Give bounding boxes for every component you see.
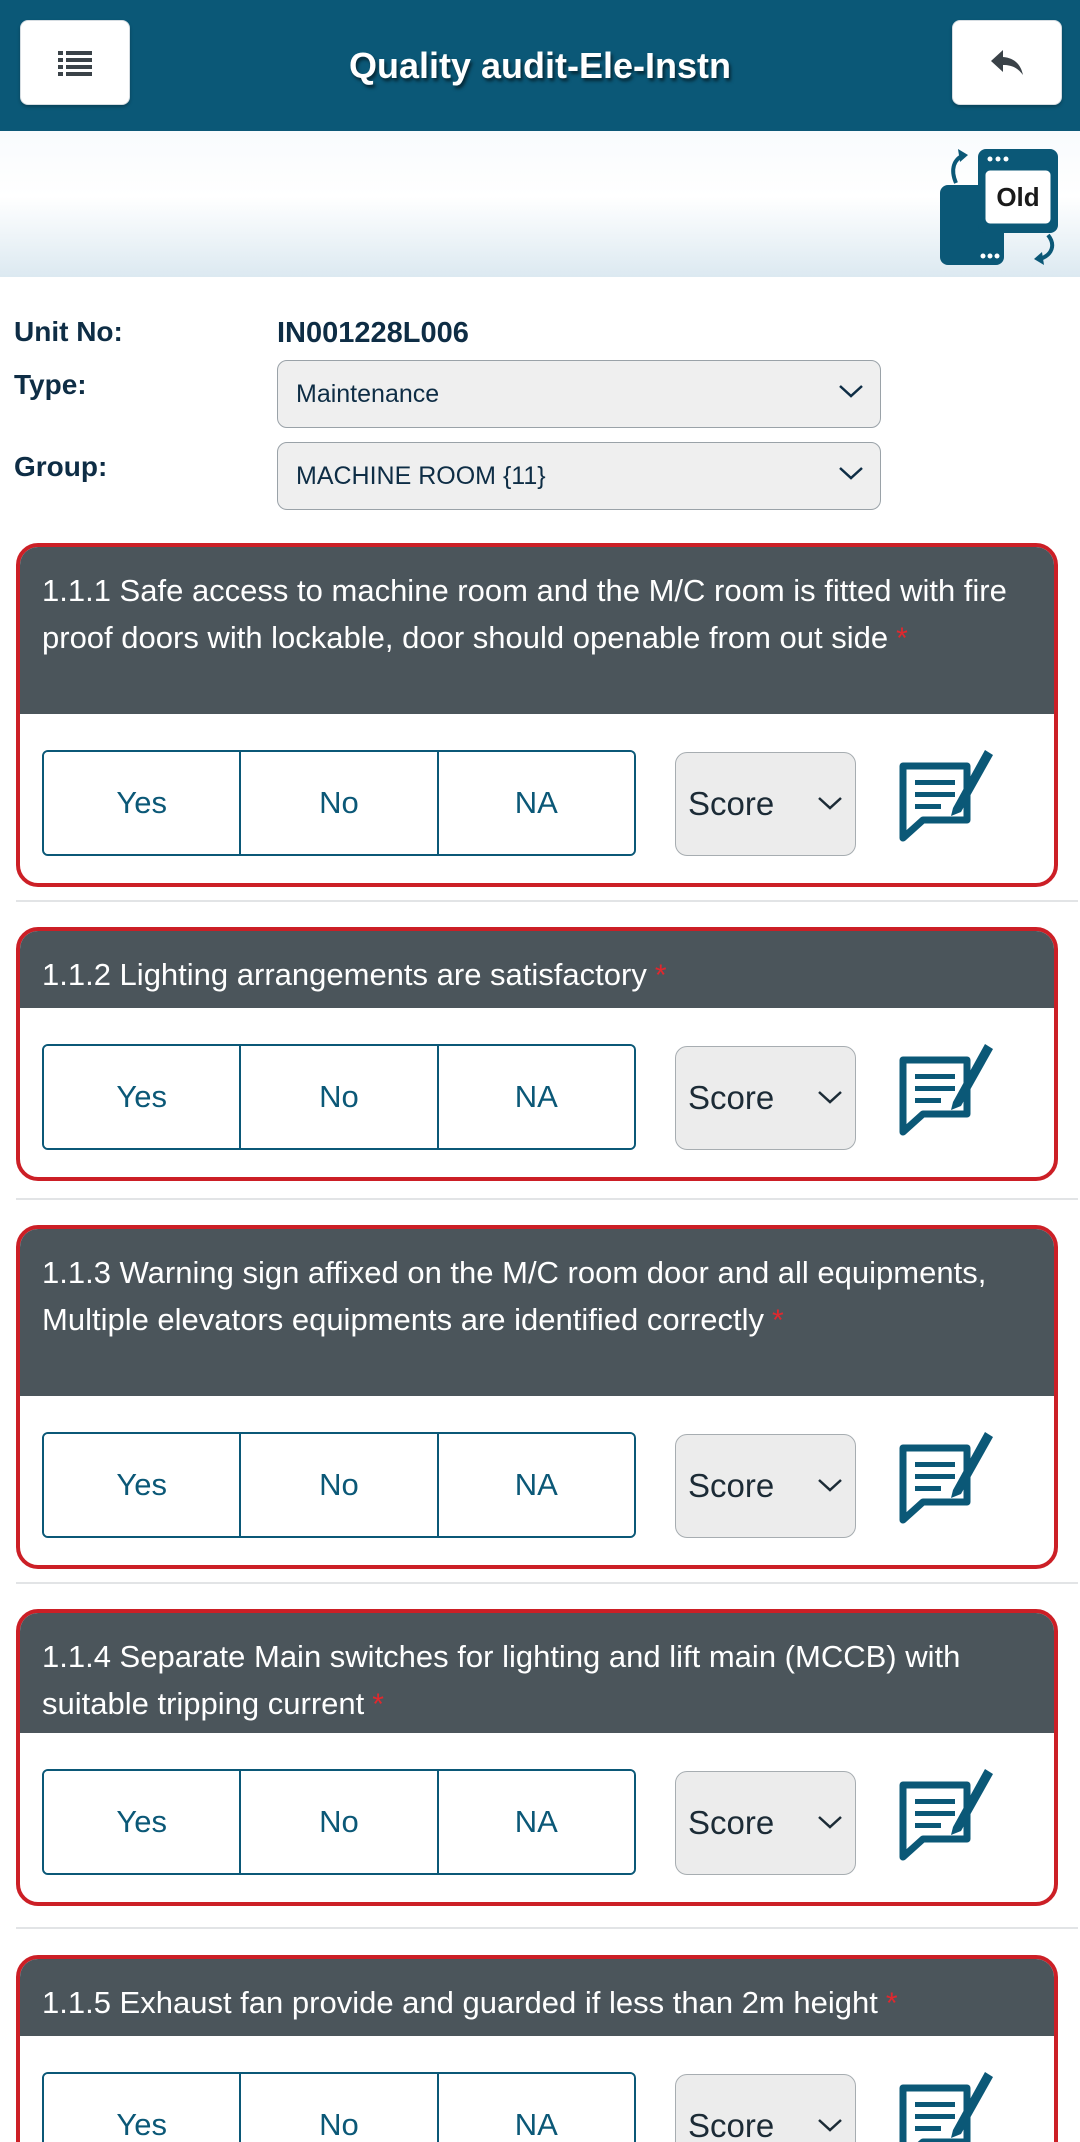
question-card	[16, 1955, 1058, 2142]
question-card	[16, 1609, 1058, 1906]
no-button[interactable]: No	[239, 1046, 436, 1148]
score-select-value: Score	[688, 1467, 775, 1504]
question-text: 1.1.4 Separate Main switches for lighting and lift main (MCCB) with suitable tripping current	[42, 1639, 961, 1721]
required-marker: *	[896, 622, 908, 655]
yes-button[interactable]: Yes	[44, 752, 239, 854]
answer-options	[42, 2072, 636, 2142]
answer-row	[20, 1733, 1054, 1902]
score-select-value: Score	[688, 1804, 775, 1841]
yes-button[interactable]: Yes	[44, 2074, 239, 2142]
group-select[interactable]	[277, 442, 881, 510]
score-select-value: Score	[688, 785, 775, 822]
add-remark-icon[interactable]	[893, 1761, 997, 1865]
yes-button[interactable]: Yes	[44, 1434, 239, 1536]
unit-label: Unit No:	[14, 316, 123, 347]
score-select[interactable]	[675, 1434, 856, 1538]
chevron-down-icon	[817, 1089, 843, 1105]
answer-options	[42, 1769, 636, 1875]
score-select[interactable]	[675, 1046, 856, 1150]
question-card	[16, 1225, 1058, 1569]
unit-value: IN001228L006	[277, 317, 469, 349]
question-header	[20, 547, 1054, 714]
question-header	[20, 931, 1054, 1008]
question-card	[16, 543, 1058, 887]
divider	[16, 1198, 1078, 1200]
banner	[0, 131, 1080, 277]
divider	[16, 900, 1078, 902]
add-remark-icon[interactable]	[893, 1424, 997, 1528]
answer-row	[20, 714, 1054, 883]
chevron-down-icon	[838, 383, 864, 399]
no-button[interactable]: No	[239, 2074, 436, 2142]
answer-row	[20, 1396, 1054, 1565]
yes-button[interactable]: Yes	[44, 1046, 239, 1148]
type-select[interactable]	[277, 360, 881, 428]
answer-options	[42, 1432, 636, 1538]
back-button[interactable]	[952, 20, 1062, 105]
divider	[16, 1927, 1078, 1929]
required-marker: *	[885, 1987, 898, 2020]
group-label: Group:	[14, 451, 108, 482]
score-select[interactable]	[675, 2074, 856, 2142]
no-button[interactable]: No	[239, 752, 436, 854]
score-select-value: Score	[688, 2107, 775, 2142]
required-marker: *	[654, 959, 667, 992]
question-text: 1.1.5 Exhaust fan provide and guarded if less than 2m height	[42, 1985, 878, 2020]
required-marker: *	[372, 1688, 384, 1721]
page-title: Quality audit-Ele-Instn	[348, 44, 732, 86]
required-marker: *	[771, 1304, 784, 1337]
old-badge-label: Old	[996, 182, 1040, 212]
na-button[interactable]: NA	[437, 1434, 634, 1536]
add-remark-icon[interactable]	[893, 742, 997, 846]
reply-back-icon	[989, 48, 1025, 78]
na-button[interactable]: NA	[437, 1771, 634, 1873]
question-card	[16, 927, 1058, 1181]
question-header	[20, 1613, 1054, 1733]
chevron-down-icon	[817, 1477, 843, 1493]
question-header	[20, 1229, 1054, 1396]
score-select[interactable]	[675, 1771, 856, 1875]
score-select-value: Score	[688, 1079, 775, 1116]
answer-options	[42, 1044, 636, 1150]
chevron-down-icon	[817, 2117, 843, 2133]
score-select[interactable]	[675, 752, 856, 856]
add-remark-icon[interactable]	[893, 1036, 997, 1140]
add-remark-icon[interactable]	[893, 2064, 997, 2142]
chevron-down-icon	[817, 795, 843, 811]
yes-button[interactable]: Yes	[44, 1771, 239, 1873]
answer-row	[20, 1008, 1054, 1177]
group-select-value: MACHINE ROOM {11}	[296, 461, 546, 490]
answer-options	[42, 750, 636, 856]
list-icon	[58, 49, 92, 77]
no-button[interactable]: No	[239, 1771, 436, 1873]
question-text: 1.1.1 Safe access to machine room and the M/C room is fitted with fire proof doors with lockable, door should openable from out side	[42, 573, 1007, 655]
app-header	[0, 0, 1080, 131]
unit-info	[0, 277, 1080, 537]
answer-row	[20, 2036, 1054, 2142]
chevron-down-icon	[838, 465, 864, 481]
type-label: Type:	[14, 369, 87, 400]
question-header	[20, 1959, 1054, 2036]
type-select-value: Maintenance	[296, 379, 440, 408]
question-text: 1.1.2 Lighting arrangements are satisfactory	[42, 957, 647, 992]
no-button[interactable]: No	[239, 1434, 436, 1536]
na-button[interactable]: NA	[437, 752, 634, 854]
switch-version-icon[interactable]	[934, 139, 1064, 269]
na-button[interactable]: NA	[437, 1046, 634, 1148]
divider	[16, 1582, 1078, 1584]
menu-button[interactable]	[20, 20, 130, 105]
question-text: 1.1.3 Warning sign affixed on the M/C room door and all equipments, Multiple elevators equipments are identified correctly	[42, 1255, 987, 1337]
na-button[interactable]: NA	[437, 2074, 634, 2142]
chevron-down-icon	[817, 1814, 843, 1830]
